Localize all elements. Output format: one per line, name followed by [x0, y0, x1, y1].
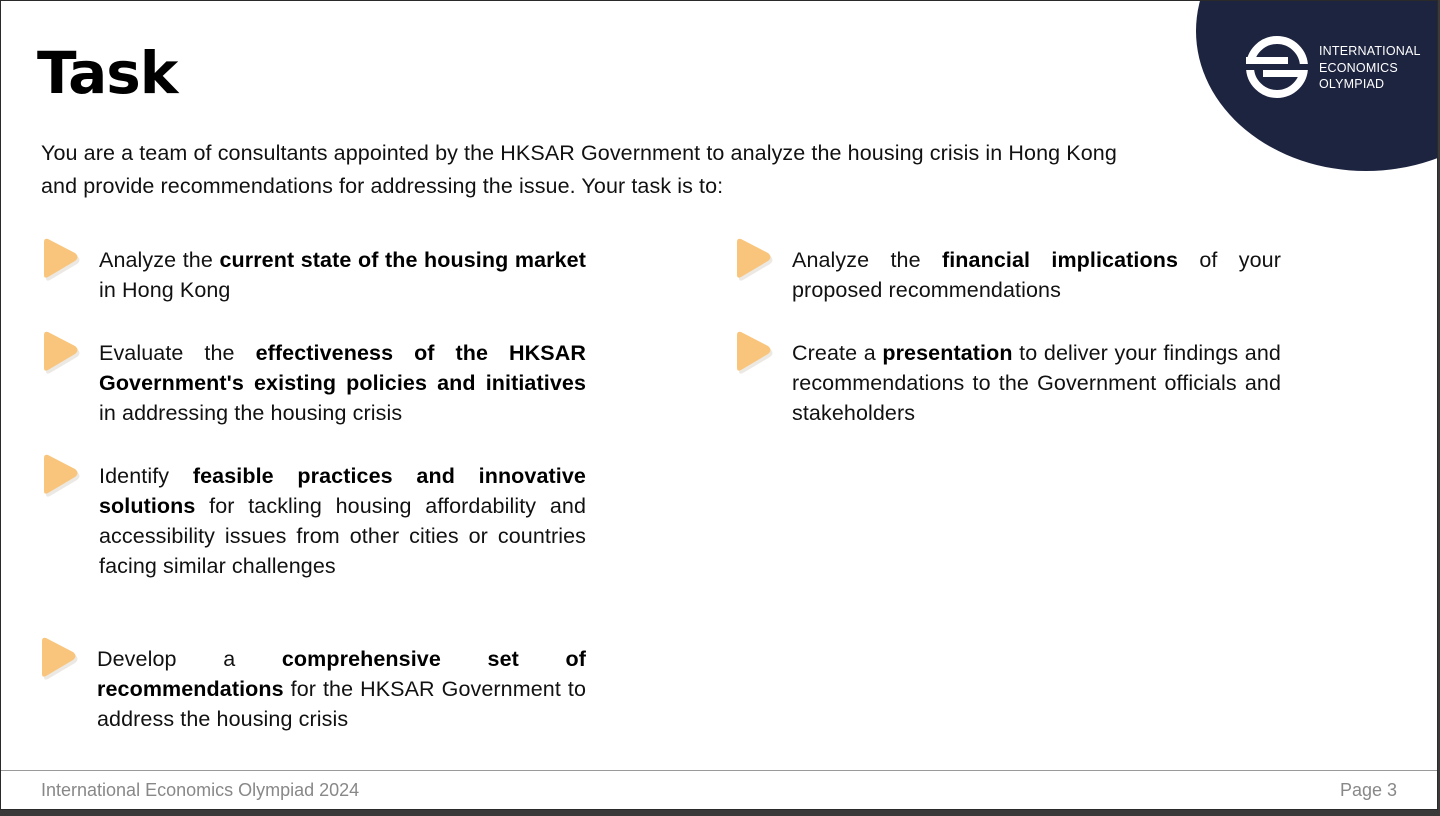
task-text: Analyze the current state of the housing market in Hong Kong — [99, 248, 586, 302]
task-item — [732, 237, 1281, 305]
logo-line: ECONOMICS — [1319, 60, 1398, 75]
logo-line: OLYMPIAD — [1319, 77, 1385, 91]
play-arrow-icon — [39, 330, 81, 376]
page-title: Task — [37, 39, 178, 107]
task-item — [732, 330, 1281, 428]
task-text: Develop a comprehensive set of recommendations for the HKSAR Government to address the housing crisis — [97, 647, 586, 731]
intro-paragraph: You are a team of consultants appointed by the HKSAR Government to analyze the housing crisis in Hong Kong and provide recommendations for addressing the issue. Your task is to: — [41, 141, 1117, 198]
logo-text — [1319, 43, 1421, 93]
task-text: Analyze the financial implications of your proposed recommendations — [792, 248, 1281, 302]
play-arrow-icon — [37, 636, 79, 682]
play-arrow-icon — [732, 330, 774, 376]
task-item — [39, 453, 586, 581]
play-arrow-icon — [39, 237, 81, 283]
task-text: Identify feasible practices and innovative solutions for tackling housing affordability and accessibility issues from other cities or countries facing similar challenges — [99, 464, 586, 578]
task-item — [37, 636, 586, 734]
task-item — [39, 330, 586, 428]
footer-divider — [1, 770, 1438, 771]
play-arrow-icon — [732, 237, 774, 283]
task-text: Create a presentation to deliver your findings and recommendations to the Government officials and stakeholders — [792, 341, 1281, 425]
task-text: Evaluate the effectiveness of the HKSAR Government's existing policies and initiatives in addressing the housing crisis — [99, 341, 586, 425]
page-number: Page 3 — [1339, 780, 1397, 800]
ieo-logo-icon — [1245, 35, 1309, 99]
play-arrow-icon — [39, 453, 81, 499]
task-item — [39, 237, 586, 305]
logo-line: INTERNATIONAL — [1319, 44, 1421, 58]
footer-title: International Economics Olympiad 2024 — [41, 780, 360, 800]
